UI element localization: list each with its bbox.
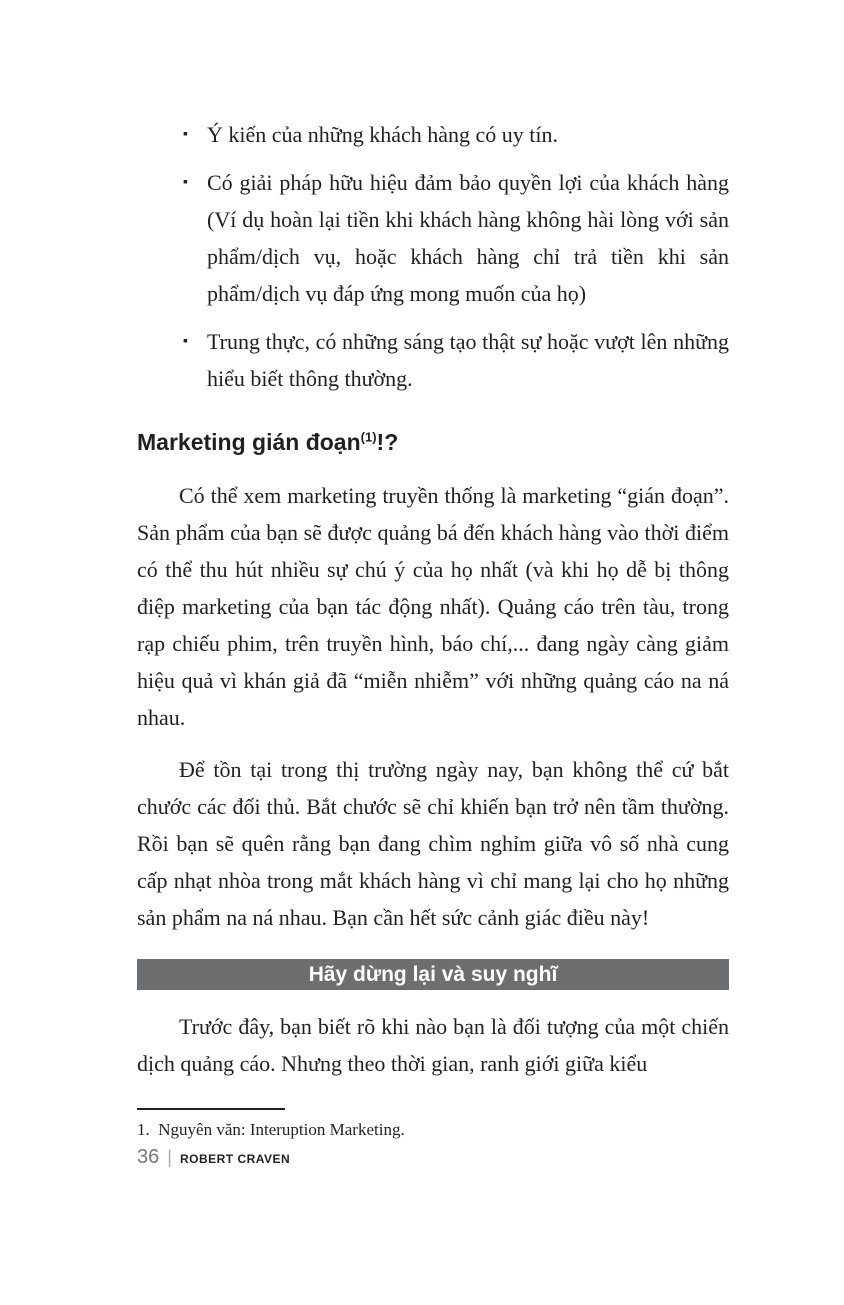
bullet-text: Có giải pháp hữu hiệu đảm bảo quyền lợi của khách hàng (Ví dụ hoàn lại tiền khi khách hàng không hài lòng với sản phẩm/dịch vụ, hoặc khách hàng chỉ trả tiền khi sản phẩm/dịch vụ đáp ứng mong muốn của họ) bbox=[207, 170, 729, 306]
footnote-reference: (1) bbox=[360, 429, 377, 445]
footer-book-title: ROBERT CRAVEN bbox=[179, 1152, 291, 1166]
page-content bbox=[137, 116, 729, 1142]
list-item bbox=[137, 323, 729, 397]
callout-banner: Hãy dừng lại và suy nghĩ bbox=[137, 959, 729, 990]
page-number: 36 bbox=[137, 1146, 160, 1168]
list-item bbox=[137, 116, 729, 153]
page-footer bbox=[137, 1146, 729, 1169]
paragraph: Để tồn tại trong thị trường ngày nay, bạn không thể cứ bắt chước các đối thủ. Bắt chước sẽ chỉ khiến bạn trở nên tầm thường. Rồi bạn sẽ quên rằng bạn đang chìm nghỉm giữa vô số nhà cung cấp nhạt nhòa trong mắt khách hàng vì chỉ mang lại cho họ những sản phẩm na ná nhau. Bạn cần hết sức cảnh giác điều này! bbox=[137, 757, 729, 930]
bullet-icon: ▪ bbox=[183, 127, 188, 142]
heading-text: Marketing gián đoạn bbox=[137, 429, 361, 455]
footnote-number: 1. bbox=[137, 1120, 150, 1139]
heading-suffix: !? bbox=[376, 429, 399, 455]
bullet-icon: ▪ bbox=[183, 334, 188, 349]
paragraph: Trước đây, bạn biết rõ khi nào bạn là đối tượng của một chiến dịch quảng cáo. Nhưng theo thời gian, ranh giới giữa kiểu bbox=[137, 1014, 729, 1076]
bullet-icon: ▪ bbox=[183, 175, 188, 190]
section-heading bbox=[137, 427, 729, 457]
bullet-list bbox=[137, 116, 729, 397]
footnote-divider bbox=[137, 1108, 285, 1110]
list-item bbox=[137, 164, 729, 312]
paragraph: Có thể xem marketing truyền thống là marketing “gián đoạn”. Sản phẩm của bạn sẽ được quảng bá đến khách hàng vào thời điểm có thể thu hút nhiều sự chú ý của họ nhất (và khi họ dễ bị thông điệp marketing của bạn tác động nhất). Quảng cáo trên tàu, trong rạp chiếu phim, trên truyền hình, báo chí,... đang ngày càng giảm hiệu quả vì khán giả đã “miễn nhiễm” với những quảng cáo na ná nhau. bbox=[137, 483, 729, 730]
footer-divider: | bbox=[167, 1147, 172, 1167]
bullet-text: Trung thực, có những sáng tạo thật sự hoặc vượt lên những hiểu biết thông thường. bbox=[207, 329, 729, 391]
footnote-text: Nguyên văn: Interuption Marketing. bbox=[158, 1120, 405, 1139]
footnote bbox=[137, 1118, 729, 1142]
bullet-text: Ý kiến của những khách hàng có uy tín. bbox=[207, 122, 559, 147]
